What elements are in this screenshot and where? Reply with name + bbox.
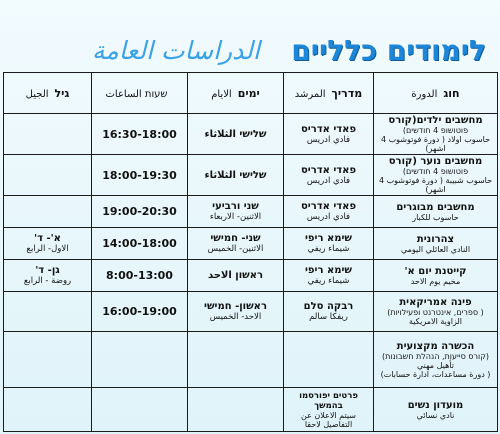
cell-hours: [92, 332, 188, 388]
col-course-ar: الدورة: [411, 88, 438, 100]
table-header-row: [4, 73, 498, 114]
instructor-ar: فادي ادريس: [306, 134, 351, 145]
course-line-2: פוטושופ 4 חודשים): [402, 126, 469, 135]
cell-hours: 16:30-18:00: [92, 114, 188, 155]
cell-hours: 14:00-18:00: [92, 228, 188, 260]
cell-age: [4, 388, 92, 432]
instructor-ar: شيماء ريفي: [307, 276, 350, 286]
instructor-ar: ريفكا سالم: [309, 312, 348, 322]
cell-instructor: [284, 155, 374, 196]
days-line-2: الاحد- الخميس: [209, 312, 262, 322]
cell-days: [188, 228, 284, 260]
cell-age: [4, 114, 92, 155]
course-line-1: צהרונית: [416, 233, 455, 245]
course-line-2: פוטושופ 4 חודשים): [402, 167, 469, 176]
instructor-he: רבקה סלם: [303, 301, 354, 312]
schedule-table: [3, 72, 498, 432]
cell-days: [188, 388, 284, 432]
cell-age: [4, 196, 92, 228]
table-row: [4, 292, 498, 332]
instructor-ar: فادي ادريس: [306, 175, 351, 186]
instructor-he: פאדי אדריס: [300, 164, 357, 176]
course-line-3: حاسوب اولاد ( دورة فوتوشوب 4 اشهر): [380, 135, 491, 153]
cell-days: [188, 260, 284, 292]
course-line-3: الزاوية الامريكية: [408, 317, 463, 326]
cell-days: [188, 196, 284, 228]
cell-instructor: [284, 260, 374, 292]
instructor-note-ar-1: سيتم الاعلان عن: [300, 410, 356, 420]
cell-hours: [92, 388, 188, 432]
cell-days: [188, 155, 284, 196]
col-header-hours: [92, 73, 188, 114]
schedule-table-wrap: [4, 72, 498, 432]
table-row: [4, 260, 498, 292]
course-line-1: מחשבים מבוגרים: [396, 201, 475, 213]
instructor-note-ar-2: التفاصيل لاحقا: [304, 419, 353, 429]
title-hebrew: לימודים כלליים: [291, 34, 486, 67]
course-line-2: حاسوب للكبار: [412, 212, 459, 222]
table-row: [4, 114, 498, 155]
cell-instructor: [284, 196, 374, 228]
cell-course: [374, 114, 498, 155]
age-he: א'- ד': [34, 233, 61, 244]
days-line-2: الاثنين- الخميس: [207, 244, 264, 254]
cell-course: [374, 292, 498, 332]
instructor-he: שימא ריפי: [304, 233, 352, 244]
instructor-he: פאדי אדריס: [300, 201, 357, 212]
cell-course: [374, 332, 498, 388]
instructor-ar: فادي ادريس: [306, 212, 351, 222]
course-line-2: النادي العائلي اليومي: [400, 244, 471, 254]
course-line-1: פינה אמריקאית: [399, 297, 472, 308]
instructor-note-he: פרטים יפורסמו בהמשך: [299, 390, 358, 411]
title-arabic: الدراسات العامة: [92, 36, 260, 65]
cell-hours: 16:00-19:00: [92, 292, 188, 332]
table-row: [4, 196, 498, 228]
days-line-1: ראשון- חמישי: [204, 301, 267, 312]
days-line-1: ראשון الاحد: [207, 270, 264, 281]
cell-instructor: [284, 388, 374, 432]
days-line-1: שני ורביעי: [212, 201, 259, 212]
cell-age: [4, 260, 92, 292]
course-line-4: ( دورة مساعدات، ادارة حسابات): [380, 369, 491, 379]
days-line-1: שלישי الثلاثاء: [204, 128, 267, 140]
col-days-he: ימים: [237, 86, 260, 100]
days-line-2: الاثنين- الاربعاء: [209, 212, 262, 222]
cell-course: [374, 155, 498, 196]
table-row: [4, 332, 498, 388]
course-line-1: קייטנת יום א': [404, 265, 467, 277]
col-header-days: [188, 73, 284, 114]
cell-hours: 8:00-13:00: [92, 260, 188, 292]
age-he: גן- ד': [35, 265, 60, 276]
cell-course: [374, 260, 498, 292]
col-instructor-ar: المرشد: [294, 88, 326, 100]
cell-instructor: [284, 228, 374, 260]
cell-hours: 18:00-19:30: [92, 155, 188, 196]
course-line-2: مخيم يوم الاحد: [410, 276, 461, 286]
days-line-1: שני- חמישי: [210, 233, 261, 244]
cell-instructor: [284, 332, 374, 388]
cell-age: [4, 292, 92, 332]
cell-course: [374, 196, 498, 228]
col-age-ar: الجيل: [25, 88, 49, 100]
course-line-1: מחשבים נוער (קורס: [388, 156, 483, 167]
col-header-course: [374, 73, 498, 114]
col-days-ar: الايام: [211, 88, 232, 100]
table-row: [4, 388, 498, 432]
course-line-2: ( ספרים, אינטרנט ופעילויות): [387, 308, 484, 317]
course-line-2: (קורס סייעות, הנהלת חשבונות): [382, 351, 489, 361]
cell-course: [374, 388, 498, 432]
instructor-he: פאדי אדריס: [300, 123, 357, 135]
course-line-1: הכשרה מקצועית: [396, 340, 475, 352]
course-line-3: تأهيل مهني: [417, 360, 454, 370]
col-course-he: חוג: [443, 86, 460, 100]
cell-course: [374, 228, 498, 260]
course-line-1: מועדון נשים: [407, 399, 464, 411]
cell-hours: 19:00-20:30: [92, 196, 188, 228]
age-ar: الاول- الرابع: [26, 244, 69, 254]
course-line-3: حاسوب شبيبة ( دورة فوتوشوب 4 اشهر): [378, 176, 493, 194]
table-row: [4, 155, 498, 196]
days-line-1: שלישי الثلاثاء: [204, 169, 267, 181]
cell-age: [4, 155, 92, 196]
age-ar: روضة - الرابع: [23, 276, 72, 286]
col-header-instructor: [284, 73, 374, 114]
cell-days: [188, 114, 284, 155]
cell-instructor: [284, 114, 374, 155]
cell-days: [188, 332, 284, 388]
course-line-2: نادي نسائي: [416, 410, 455, 420]
header: [0, 24, 500, 66]
cell-days: [188, 292, 284, 332]
instructor-ar: شيماء ريفي: [307, 244, 350, 254]
col-hours-ar: שעות الساعات: [105, 88, 168, 100]
cell-age: [4, 332, 92, 388]
table-row: [4, 228, 498, 260]
cell-instructor: [284, 292, 374, 332]
instructor-he: שימא ריפי: [304, 265, 352, 276]
col-instructor-he: מדריך: [331, 86, 363, 100]
course-line-1: מחשבים ילדים(קורס: [388, 115, 483, 126]
cell-age: [4, 228, 92, 260]
col-age-he: גיל: [54, 86, 70, 100]
col-header-age: [4, 73, 92, 114]
